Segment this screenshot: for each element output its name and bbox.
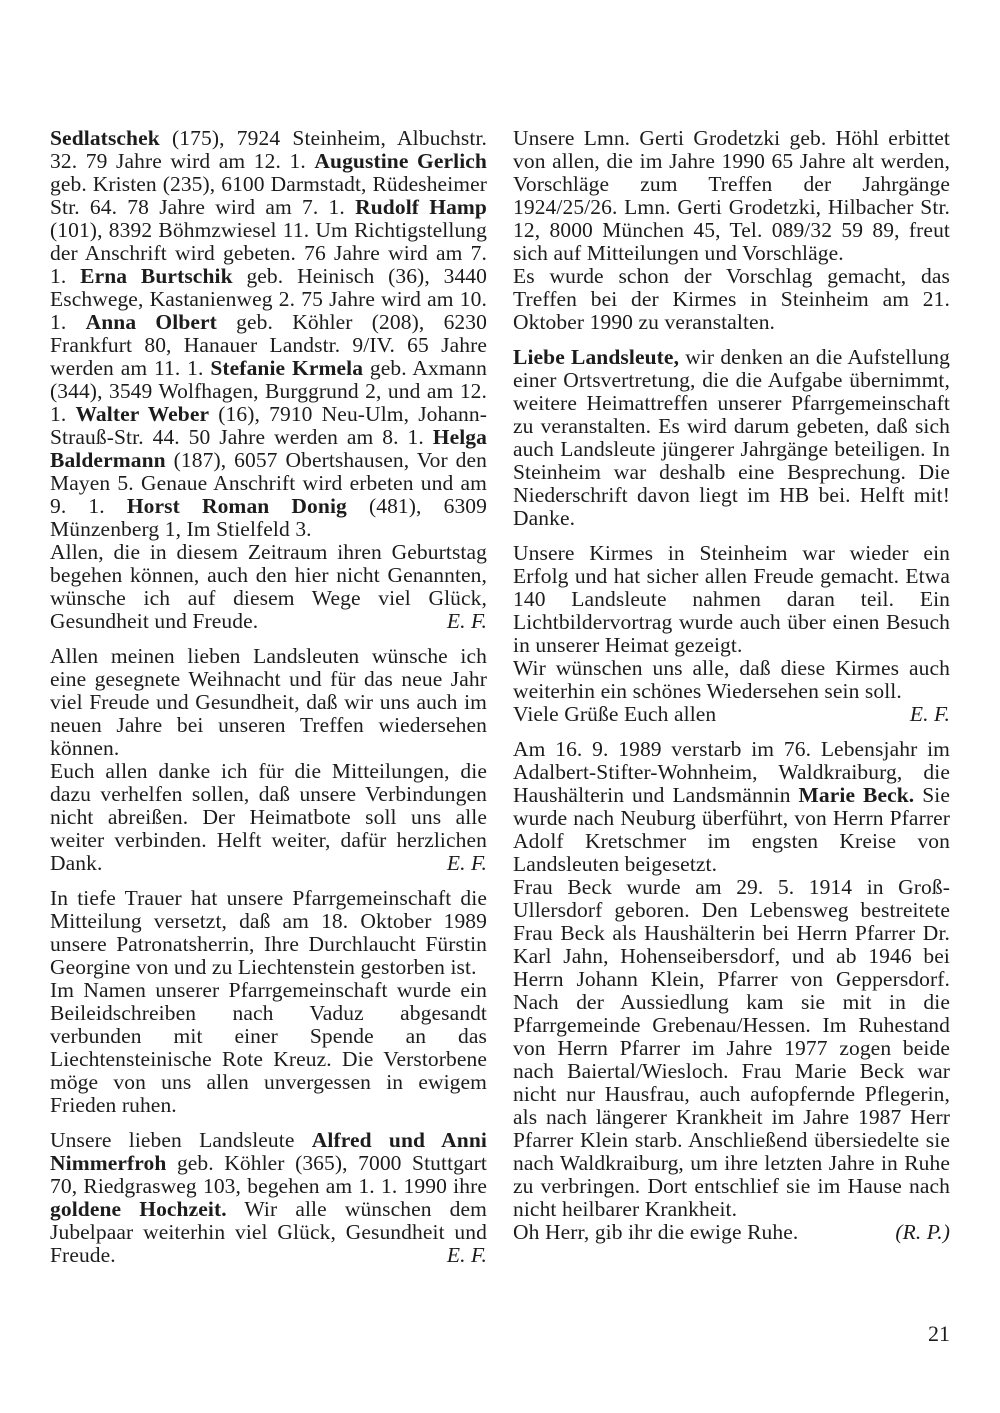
paragraph xyxy=(513,346,950,530)
paragraph xyxy=(513,127,950,265)
paragraph xyxy=(513,657,950,703)
page-number: 21 xyxy=(928,1321,950,1346)
emphasized-text: goldene Hochzeit. xyxy=(50,1197,227,1221)
body-text: Viele Grüße Euch allen xyxy=(513,702,717,726)
paragraph xyxy=(513,265,950,334)
signature: E. F. xyxy=(909,702,950,726)
paragraph xyxy=(50,541,487,633)
paragraph xyxy=(50,1129,487,1267)
left-column xyxy=(50,127,487,1267)
emphasized-text: Stefanie Krmela xyxy=(210,356,364,380)
emphasized-text: Augustine Gerlich xyxy=(314,149,487,173)
body-text: (101), 8392 Böhmzwiesel 11. Um Richtigstellung der Anschrift wird gebeten. 76 Jahre wird am 7. 1. xyxy=(50,218,487,288)
body-text: Euch allen danke ich für die Mitteilungen, die dazu verhelfen sollen, daß unsere Verbindungen nicht abreißen. Der Heimatbote soll uns alle weiter verbinden. Helft weiter, dafür herzlichen Dank. xyxy=(50,759,487,875)
body-text: Allen meinen lieben Landsleuten wünsche ich eine gesegnete Weihnacht und für das neue Jahr viel Freude und Gesundheit, daß wir uns auch im neuen Jahre bei unseren Treffen wiedersehen können. xyxy=(50,644,487,760)
body-text: Oh Herr, gib ihr die ewige Ruhe. xyxy=(513,1220,799,1244)
body-text: Sie wurde nach Neuburg überführt, von Herrn Pfarrer Adolf Kretschmer im engsten Kreise von Landsleuten beigesetzt. xyxy=(513,783,950,876)
signature: E. F. xyxy=(446,1243,487,1267)
body-text: Am 16. 9. 1989 verstarb im 76. Lebensjahr im Adalbert-Stifter-Wohnheim, Waldkraiburg, die Haushälterin und Landsmännin xyxy=(513,737,950,807)
emphasized-text: Walter Weber xyxy=(75,402,210,426)
body-text: Unsere Kirmes in Steinheim war wieder ein Erfolg und hat sicher allen Freude gemacht. Etwa 140 Landsleute nahmen daran teil. Ein Lichtbildervortrag wurde auch über einen Besuch in unserer Heimat gezeigt. xyxy=(513,541,950,657)
body-text: (481), 6309 Münzenberg 1, Im Stielfeld 3. xyxy=(50,494,487,541)
body-text: geb. Köhler (365), 7000 Stuttgart 70, Riedgrasweg 103, begehen am 1. 1. 1990 ihre xyxy=(50,1151,487,1198)
body-text: (175), 7924 Steinheim, Albuchstr. 32. 79 Jahre wird am 12. 1. xyxy=(50,126,487,173)
emphasized-text: Rudolf Hamp xyxy=(355,195,487,219)
signature: E. F. xyxy=(446,609,487,633)
text-columns xyxy=(50,127,950,1267)
signature: (R. P.) xyxy=(895,1220,950,1244)
emphasized-text: Erna Burtschik xyxy=(80,264,233,288)
body-text: geb. Heinisch (36), 3440 Eschwege, Kastanienweg 2. 75 Jahre wird am 10. 1. xyxy=(50,264,487,334)
body-text: Wir wünschen uns alle, daß diese Kirmes auch weiterhin ein schönes Wiedersehen sein soll. xyxy=(513,656,950,703)
paragraph xyxy=(513,876,950,1221)
emphasized-text: Helga Baldermann xyxy=(50,425,487,472)
emphasized-text: Anna Olbert xyxy=(85,310,217,334)
paragraph xyxy=(513,738,950,876)
paragraph xyxy=(50,887,487,979)
body-text: (187), 6057 Obertshausen, Vor den Mayen 5. Genaue Anschrift wird erbeten und am 9. 1. xyxy=(50,448,487,518)
body-text: Unsere Lmn. Gerti Grodetzki geb. Höhl erbittet von allen, die im Jahre 1990 65 Jahre alt werden, Vorschläge zum Treffen der Jahrgänge 1924/25/26. Lmn. Gerti Grodetzki, Hilbacher Str. 12, 8000 München 45, Tel. 089/32 59 89, freut sich auf Mitteilungen und Vorschläge. xyxy=(513,126,950,265)
paragraph xyxy=(513,542,950,657)
right-column xyxy=(513,127,950,1267)
body-text: geb. Kristen (235), 6100 Darmstadt, Rüdesheimer Str. 64. 78 Jahre wird am 7. 1. xyxy=(50,172,487,219)
emphasized-text: Alfred und Anni Nimmerfroh xyxy=(50,1128,487,1175)
paragraph xyxy=(50,979,487,1117)
body-text: (16), 7910 Neu-Ulm, Johann-Strauß-Str. 44. 50 Jahre werden am 8. 1. xyxy=(50,402,487,449)
signature: E. F. xyxy=(446,851,487,875)
body-text: Unsere lieben Landsleute xyxy=(50,1128,312,1152)
emphasized-text: Liebe Landsleute, xyxy=(513,345,680,369)
body-text: Es wurde schon der Vorschlag gemacht, das Treffen bei der Kirmes in Steinheim am 21. Oktober 1990 zu veranstalten. xyxy=(513,264,950,334)
body-text: wir denken an die Aufstellung einer Ortsvertretung, die die Aufgabe übernimmt, weitere Heimattreffen unserer Pfarrgemeinschaft zu veranstalten. Es wird darum gebeten, daß sich auch Landsleute jüngerer Jahrgänge beteiligen. In Steinheim war deshalb eine Besprechung. Die Niederschrift davon liegt im HB bei. Helft mit! Danke. xyxy=(513,345,950,530)
body-text: Wir alle wünschen dem Jubelpaar weiterhin viel Glück, Gesundheit und Freude. xyxy=(50,1197,487,1267)
paragraph xyxy=(50,645,487,760)
body-text: In tiefe Trauer hat unsere Pfarrgemeinschaft die Mitteilung versetzt, daß am 18. Oktober 1989 unsere Patronatsherrin, Ihre Durchlaucht Fürstin Georgine von und zu Liechtenstein gestorben ist. xyxy=(50,886,487,979)
emphasized-text: Sedlatschek xyxy=(50,126,160,150)
body-text: Frau Beck wurde am 29. 5. 1914 in Groß-Ullersdorf geboren. Den Lebensweg bestreitete Frau Beck als Haushälterin bei Herrn Pfarrer Dr. Karl Jahn, Hohenseibersdorf, und ab 1946 bei Herrn Johann Klein, Pfarrer von Geppersdorf. Nach der Aussiedlung kam sie mit in die Pfarrgemeinde Grebenau/Hessen. Im Ruhestand von Herrn Pfarrer im Jahre 1977 zogen beide nach Baiertal/Wiesloch. Frau Marie Beck war nicht nur Hausfrau, auch aufopfernde Pflegerin, als nach längerer Krankheit im Jahre 1987 Herr Pfarrer Klein starb. Anschließend übersiedelte sie nach Waldkraiburg, um ihre letzten Jahre in Ruhe zu verbringen. Dort entschlief sie im Hause nach nicht heilbarer Krankheit. xyxy=(513,875,950,1221)
emphasized-text: Horst Roman Donig xyxy=(126,494,347,518)
body-text: geb. Köhler (208), 6230 Frankfurt 80, Hanauer Landstr. 9/IV. 65 Jahre werden am 11. 1. xyxy=(50,310,487,380)
emphasized-text: Marie Beck. xyxy=(798,783,915,807)
body-text: Allen, die in diesem Zeitraum ihren Geburtstag begehen können, auch den hier nicht Genannten, wünsche ich auf diesem Wege viel Glück, Gesundheit und Freude. xyxy=(50,540,487,633)
body-text: Im Namen unserer Pfarrgemeinschaft wurde ein Beileidschreiben nach Vaduz abgesandt verbunden mit einer Spende an das Liechtensteinische Rote Kreuz. Die Verstorbene möge von uns allen unvergessen in ewigem Frieden ruhen. xyxy=(50,978,487,1117)
paragraph xyxy=(50,127,487,541)
paragraph xyxy=(50,760,487,875)
body-text: geb. Axmann (344), 3549 Wolfhagen, Burggrund 2, und am 12. 1. xyxy=(50,356,487,426)
paragraph xyxy=(513,703,950,726)
paragraph xyxy=(513,1221,950,1244)
